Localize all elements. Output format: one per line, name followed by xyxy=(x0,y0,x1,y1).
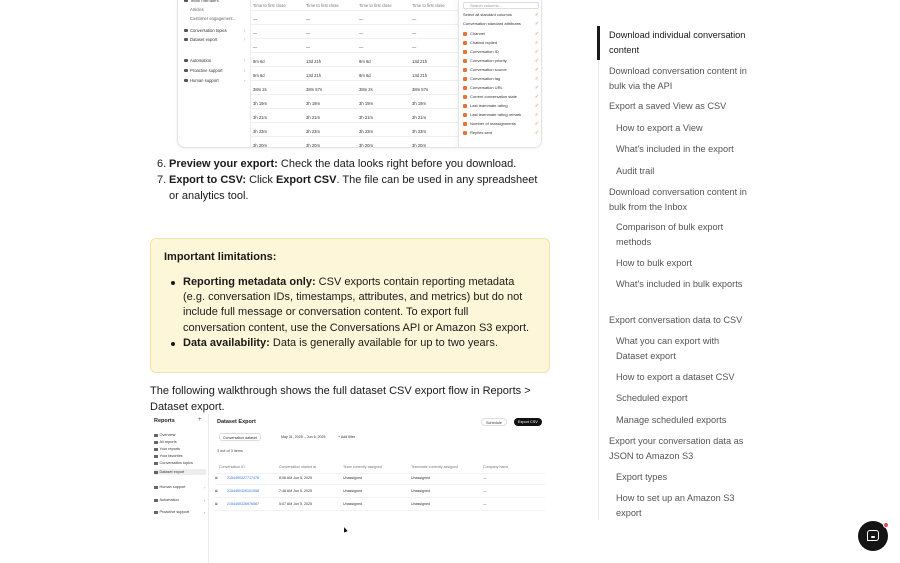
sidebar-item xyxy=(154,447,180,451)
table-cell: 3h 23m xyxy=(253,129,267,134)
table-cell: 3h 20m xyxy=(253,143,267,148)
check-icon: ✓ xyxy=(534,76,539,82)
chevron-right-icon: › xyxy=(244,58,246,63)
chevron-right-icon: › xyxy=(244,28,246,33)
screenshot-main xyxy=(211,414,550,563)
check-icon: ✓ xyxy=(534,112,539,118)
export-csv-button: Export CSV xyxy=(514,418,542,426)
column-header: Company name xyxy=(483,465,509,469)
table-cell: Unassigned xyxy=(343,476,362,480)
column-option xyxy=(463,31,541,36)
table-cell: 3h 21m xyxy=(253,115,267,120)
toc-link[interactable]: Scheduled export xyxy=(616,393,688,403)
check-icon: ✓ xyxy=(534,49,539,55)
dataset-select: Conversation dataset xyxy=(219,433,261,441)
column-header: Time to first close xyxy=(412,3,445,8)
callout-title: Important limitations: xyxy=(164,251,277,263)
check-icon: ✓ xyxy=(534,40,539,46)
step-number: 7. xyxy=(157,174,167,186)
table-cell: 38m 2s xyxy=(253,87,267,92)
table-cell: 3h 19m xyxy=(306,101,320,106)
table-cell: 7:48 AM Jun 5, 2025 xyxy=(279,489,312,493)
external-link-icon: ⧉ xyxy=(215,476,218,480)
table-cell: 9m 6d xyxy=(253,73,265,78)
column-search-input: Search columns... xyxy=(463,2,539,9)
sidebar-item-label: All reports xyxy=(159,440,177,444)
date-range-filter: May 31, 2025 – Jun 6, 2025 xyxy=(281,435,326,439)
callout-item: Reporting metadata only: CSV exports contain reporting metadata (e.g. conversation IDs, timestamps, attributes, and metrics) but do not include full message or conversation content. To export full conversation content, use the Conversations API or Amazon S3 export. xyxy=(183,276,530,334)
attribute-icon xyxy=(463,122,467,126)
sidebar-item-label: Dataset export xyxy=(159,470,185,474)
sidebar-item xyxy=(184,68,246,73)
table-cell: 9m 6d xyxy=(359,59,371,64)
table-cell: — xyxy=(306,45,311,50)
column-option-label: Select all standard columns xyxy=(463,12,512,17)
table-cell: — xyxy=(359,45,364,50)
sidebar-item xyxy=(184,37,246,42)
sidebar-item xyxy=(154,461,193,465)
chevron-right-icon: › xyxy=(204,498,206,503)
nav-icon xyxy=(154,462,158,465)
table-cell: — xyxy=(412,31,417,36)
sidebar-item xyxy=(154,469,206,475)
table-cell: 38m 2s xyxy=(359,87,373,92)
column-header: Conversation started at xyxy=(279,465,317,469)
sidebar-item-label: Conversation topics xyxy=(190,28,227,33)
external-link-icon: ⧉ xyxy=(215,489,218,493)
column-header: Team currently assigned xyxy=(343,465,382,469)
table-cell: 3h 23m xyxy=(359,129,373,134)
toc-link[interactable]: Manage scheduled exports xyxy=(616,415,727,425)
toc-link[interactable]: Audit trail xyxy=(616,166,655,176)
check-icon: ✓ xyxy=(534,21,539,27)
column-option xyxy=(463,40,541,45)
table-cell: — xyxy=(483,476,487,480)
sidebar-item xyxy=(184,0,219,3)
column-picker-panel xyxy=(458,0,542,148)
dataset-export-title: Dataset Export xyxy=(217,419,256,425)
add-filter-button: + Add filter xyxy=(338,435,356,439)
column-option xyxy=(463,103,541,108)
table-cell: 38m 57s xyxy=(306,87,323,92)
sidebar-item xyxy=(154,498,206,503)
column-option xyxy=(463,21,541,26)
walkthrough-paragraph: The following walkthrough shows the full dataset CSV export flow in Reports > Dataset export. xyxy=(150,385,531,413)
nav-icon xyxy=(154,511,158,514)
sidebar-item-label: Human support xyxy=(190,78,219,83)
check-icon: ✓ xyxy=(534,58,539,64)
notification-badge xyxy=(883,522,889,528)
column-option xyxy=(463,49,541,54)
toc-link[interactable]: Export types xyxy=(616,472,668,482)
conversation-id-link: 2154450326976587 xyxy=(227,502,259,506)
column-header: Time to first close xyxy=(359,3,392,8)
schedule-button: Schedule xyxy=(481,418,507,426)
column-option xyxy=(463,112,541,117)
table-cell: 3h 21m xyxy=(412,115,426,120)
column-option-label: Current conversation state xyxy=(470,94,517,99)
check-icon: ✓ xyxy=(534,12,539,18)
column-option-label: Conversation ID xyxy=(470,49,499,54)
conversation-id-link: 2154450327717478 xyxy=(227,476,259,480)
column-option-label: Channel xyxy=(470,31,485,36)
sidebar-item xyxy=(184,28,246,33)
table-cell: — xyxy=(359,31,364,36)
check-icon: ✓ xyxy=(534,85,539,91)
sidebar-item xyxy=(184,58,246,63)
table-cell: Unassigned xyxy=(343,489,362,493)
sidebar-item xyxy=(154,433,175,437)
table-cell: — xyxy=(253,45,258,50)
column-option-label: Conversation source xyxy=(470,67,507,72)
sidebar-item-label: Proactive support xyxy=(159,510,190,514)
sidebar-item-label: Articles xyxy=(190,7,204,12)
table-cell: 9m 6d xyxy=(359,73,371,78)
column-option-label: Chatbot replied xyxy=(470,40,498,45)
bullet-icon xyxy=(171,342,175,346)
column-option xyxy=(463,67,541,72)
nav-icon xyxy=(154,441,158,444)
dataset-export-screenshot xyxy=(150,414,550,563)
column-header: Time to first close xyxy=(306,3,339,8)
nav-icon xyxy=(154,471,158,474)
table-cell: 13d 21h xyxy=(412,73,428,78)
toc-link[interactable]: How to export a View xyxy=(616,123,703,133)
sidebar-item-label: Dataset export xyxy=(190,37,218,42)
table-cell: 13d 21h xyxy=(306,59,322,64)
attribute-icon xyxy=(463,113,467,117)
table-cell: 38m 57s xyxy=(412,87,429,92)
toc-link[interactable]: How to export a dataset CSV xyxy=(616,372,735,382)
table-cell: 5:07 AM Jun 5, 2025 xyxy=(279,502,312,506)
chat-bubble-icon xyxy=(867,530,879,541)
table-cell: Unassigned xyxy=(411,476,430,480)
table-cell: — xyxy=(412,45,417,50)
column-option-label: Last teammate rating remark xyxy=(470,112,522,117)
external-link-icon: ⧉ xyxy=(215,502,218,506)
table-cell: 3h 20m xyxy=(306,143,320,148)
table-cell: 3h 20m xyxy=(359,143,373,148)
sidebar-item-label: Automation xyxy=(190,58,212,63)
attribute-icon xyxy=(463,68,467,72)
column-option xyxy=(463,130,541,135)
table-row xyxy=(215,472,545,485)
table-cell: — xyxy=(306,31,311,36)
step-number: 6. xyxy=(157,158,167,170)
toc-link[interactable]: How to bulk export xyxy=(616,258,693,268)
table-cell: 3h 20m xyxy=(412,143,426,148)
screenshot-sidebar xyxy=(150,414,209,563)
sidebar-item-label: Your favorites xyxy=(159,454,183,458)
sidebar-item xyxy=(190,7,204,12)
nav-icon xyxy=(154,455,158,458)
toc-link[interactable]: Download conversation content in bulk via the API xyxy=(609,66,747,91)
toc-link[interactable]: What's included in bulk exports xyxy=(616,279,743,289)
column-option-label: Conversation standard attributes xyxy=(463,21,521,26)
table-cell: 3h 19m xyxy=(412,101,426,106)
attribute-icon xyxy=(463,77,467,81)
callout-item: Data availability: Data is generally available for up to two years. xyxy=(183,337,498,349)
attribute-icon xyxy=(463,86,467,90)
column-option-label: Conversation priority xyxy=(470,58,507,63)
table-cell: — xyxy=(483,502,487,506)
sidebar-item xyxy=(154,510,206,515)
check-icon: ✓ xyxy=(534,130,539,136)
column-option-label: Conversation URL xyxy=(470,85,503,90)
chevron-right-icon: › xyxy=(204,510,206,515)
plus-icon: + xyxy=(198,417,202,423)
screenshot-sidebar xyxy=(178,0,251,148)
column-option xyxy=(463,94,541,99)
nav-icon xyxy=(154,486,158,489)
folder-icon xyxy=(184,59,188,62)
table-cell: 3h 19m xyxy=(359,101,373,106)
table-cell: — xyxy=(483,489,487,493)
check-icon: ✓ xyxy=(534,103,539,109)
sidebar-item-label: Human support xyxy=(159,485,186,489)
column-option xyxy=(463,76,541,81)
attribute-icon xyxy=(463,95,467,99)
sidebar-item xyxy=(154,485,206,490)
table-cell: Unassigned xyxy=(411,502,430,506)
sidebar-item-label: Customer engagement... xyxy=(190,16,237,21)
toc-link[interactable]: How to set up an Amazon S3 export xyxy=(616,493,735,518)
nav-icon xyxy=(154,448,158,451)
folder-icon xyxy=(184,38,188,41)
attribute-icon xyxy=(463,131,467,135)
table-cell: 8:06 AM Jun 5, 2025 xyxy=(279,476,312,480)
table-cell: Unassigned xyxy=(411,489,430,493)
attribute-icon xyxy=(463,50,467,54)
column-option xyxy=(463,85,541,90)
report-columns-screenshot xyxy=(177,0,542,148)
table-cell: 3h 21m xyxy=(306,115,320,120)
toc-link[interactable]: Download conversation content in bulk from the Inbox xyxy=(609,187,747,212)
toc-rail xyxy=(598,26,599,520)
nav-icon xyxy=(154,434,158,437)
column-option xyxy=(463,12,541,17)
attribute-icon xyxy=(463,59,467,63)
folder-icon xyxy=(184,69,188,72)
table-cell: 9m 6d xyxy=(253,59,265,64)
table-cell: — xyxy=(412,17,417,22)
column-option-label: Last teammate rating xyxy=(470,103,508,108)
sidebar-item xyxy=(154,454,183,458)
sidebar-item-label: Your reports xyxy=(159,447,181,451)
table-cell: Unassigned xyxy=(343,502,362,506)
bullet-icon xyxy=(171,281,175,285)
column-header: Teammate currently assigned xyxy=(411,465,458,469)
column-header: Conversation ID xyxy=(219,465,245,469)
table-row xyxy=(215,498,545,511)
toc-link[interactable]: What you can export with Dataset export xyxy=(616,336,720,361)
sidebar-item-label: Automation xyxy=(159,498,179,502)
table-cell: 3h 23m xyxy=(306,129,320,134)
toc-link[interactable]: Export conversation data to CSV xyxy=(609,315,743,325)
table-cell: 3h 23m xyxy=(412,129,426,134)
sidebar-title: Reports xyxy=(154,418,175,424)
folder-icon xyxy=(184,79,188,82)
sidebar-item xyxy=(184,78,246,83)
attribute-icon xyxy=(463,104,467,108)
chevron-right-icon: › xyxy=(204,485,206,490)
column-option xyxy=(463,58,541,63)
conversation-id-link: 2154450326101058 xyxy=(227,489,259,493)
step-text: Preview your export: Check the data looks right before you download. xyxy=(169,158,517,170)
step-text: Export to CSV: Click Export CSV. The file can be used in any spreadsheet or analytics tool. xyxy=(169,174,538,202)
table-cell: — xyxy=(359,17,364,22)
table-cell: 3h 21m xyxy=(359,115,373,120)
toc-link[interactable]: Download individual conversation content xyxy=(609,30,746,55)
sidebar-item xyxy=(190,16,236,21)
chevron-right-icon: › xyxy=(244,37,246,42)
sidebar-item-label: Overview xyxy=(159,433,176,437)
table-cell: 13d 21h xyxy=(412,59,428,64)
toc-link[interactable]: Export a saved View as CSV xyxy=(609,101,727,111)
column-option-label: Replies sent xyxy=(470,130,493,135)
toc-link[interactable]: What's included in the export xyxy=(616,144,734,154)
sidebar-item-label: Conversation topics xyxy=(159,461,193,465)
check-icon: ✓ xyxy=(534,67,539,73)
chat-launcher-button[interactable] xyxy=(858,521,888,551)
check-icon: ✓ xyxy=(534,94,539,100)
chevron-right-icon: › xyxy=(244,78,246,83)
limitations-callout xyxy=(150,238,550,373)
attribute-icon xyxy=(463,32,467,36)
table-cell: 3h 19m xyxy=(253,101,267,106)
check-icon: ✓ xyxy=(534,121,539,127)
toc-link[interactable]: Comparison of bulk export methods xyxy=(616,222,724,247)
folder-icon xyxy=(184,29,188,32)
toc-active-indicator xyxy=(597,26,600,60)
table-cell: 13d 21h xyxy=(306,73,322,78)
check-icon: ✓ xyxy=(534,31,539,37)
sidebar-item-label: Proactive support xyxy=(190,68,223,73)
table-cell: — xyxy=(253,31,258,36)
item-count: 3 out of 3 items xyxy=(217,449,243,453)
folder-icon xyxy=(184,0,188,2)
attribute-icon xyxy=(463,41,467,45)
toc-link[interactable]: Export your conversation data as JSON to Amazon S3 xyxy=(609,436,744,461)
table-cell: — xyxy=(306,17,311,22)
column-header: Time to first close xyxy=(253,3,286,8)
table-cell: — xyxy=(253,17,258,22)
chevron-right-icon: › xyxy=(244,68,246,73)
sidebar-item-label: Team members xyxy=(190,0,219,3)
sidebar-item xyxy=(154,440,177,444)
column-option xyxy=(463,121,541,126)
column-option-label: Number of reassignments xyxy=(470,121,516,126)
nav-icon xyxy=(154,499,158,502)
table-row xyxy=(215,485,545,498)
column-option-label: Conversation tag xyxy=(470,76,501,81)
